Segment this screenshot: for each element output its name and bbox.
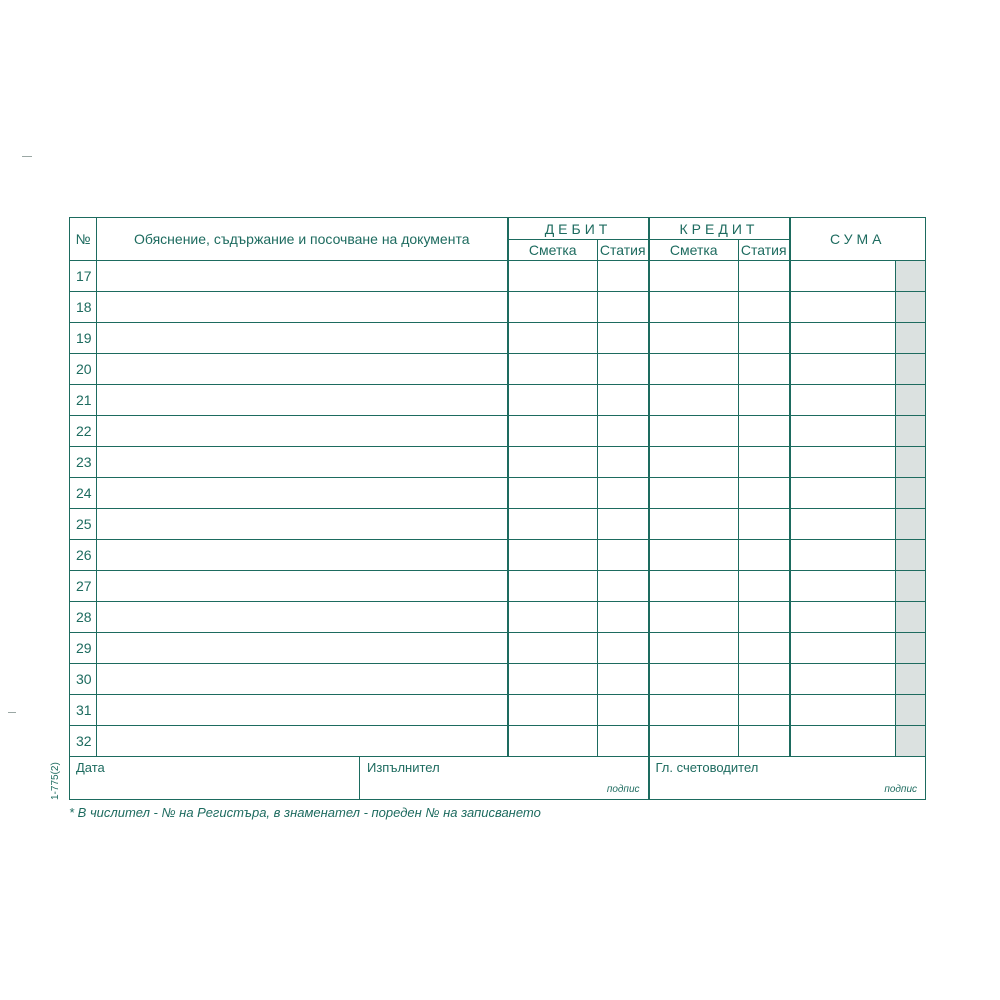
row-number: 21 (70, 385, 97, 416)
debit-account-cell[interactable] (508, 509, 598, 540)
row-number: 25 (70, 509, 97, 540)
chief-accountant-area[interactable] (649, 757, 926, 800)
chief-accountant-signature-label: подпис (884, 784, 917, 795)
sum-cents-cell[interactable] (896, 695, 926, 726)
debit-account-cell[interactable] (508, 416, 598, 447)
description-cell[interactable] (97, 385, 508, 416)
debit-account-cell[interactable] (508, 695, 598, 726)
debit-item-cell[interactable] (598, 261, 649, 292)
sum-cents-cell[interactable] (896, 385, 926, 416)
sum-cents-cell[interactable] (896, 261, 926, 292)
debit-account-cell[interactable] (508, 726, 598, 757)
row-number: 19 (70, 323, 97, 354)
credit-item-cell[interactable] (739, 416, 790, 447)
credit-account-cell[interactable] (649, 292, 739, 323)
no-header: № (70, 218, 97, 261)
sum-cell[interactable] (790, 540, 896, 571)
row-number: 27 (70, 571, 97, 602)
debit-account-cell[interactable] (508, 571, 598, 602)
description-cell[interactable] (97, 261, 508, 292)
debit-account-cell[interactable] (508, 664, 598, 695)
credit-item-cell[interactable] (739, 447, 790, 478)
date-area[interactable] (70, 757, 508, 800)
credit-item-cell[interactable] (739, 664, 790, 695)
table-row (70, 509, 926, 540)
row-number: 20 (70, 354, 97, 385)
credit-item-cell[interactable] (739, 695, 790, 726)
table-row (70, 323, 926, 354)
debit-item-cell[interactable] (598, 540, 649, 571)
sum-cents-cell[interactable] (896, 664, 926, 695)
table-row (70, 602, 926, 633)
credit-account-cell[interactable] (649, 261, 739, 292)
credit-account-cell[interactable] (649, 385, 739, 416)
credit-item-cell[interactable] (739, 354, 790, 385)
credit-account-cell[interactable] (649, 323, 739, 354)
sum-cell[interactable] (790, 509, 896, 540)
credit-account-cell[interactable] (649, 602, 739, 633)
row-number: 30 (70, 664, 97, 695)
credit-item-cell[interactable] (739, 540, 790, 571)
debit-item-cell[interactable] (598, 447, 649, 478)
description-cell[interactable] (97, 664, 508, 695)
credit-account-cell[interactable] (649, 447, 739, 478)
table-row (70, 354, 926, 385)
credit-account-cell[interactable] (649, 726, 739, 757)
debit-account-cell[interactable] (508, 261, 598, 292)
debit-account-cell[interactable] (508, 354, 598, 385)
form-code: 1-775(2) (50, 762, 61, 800)
credit-account-cell[interactable] (649, 664, 739, 695)
description-cell[interactable] (97, 478, 508, 509)
sum-cents-cell[interactable] (896, 416, 926, 447)
sum-cell[interactable] (790, 354, 896, 385)
description-cell[interactable] (97, 726, 508, 757)
credit-item-header: Статия (739, 240, 790, 261)
description-cell[interactable] (97, 571, 508, 602)
debit-account-cell[interactable] (508, 292, 598, 323)
crop-mark-bottom (8, 712, 16, 713)
chief-accountant-label: Гл. счетоводител (655, 760, 759, 775)
table-row (70, 478, 926, 509)
description-header: Обяснение, съдържание и посочване на документа (97, 218, 508, 261)
row-number: 17 (70, 261, 97, 292)
table-row (70, 261, 926, 292)
debit-item-cell[interactable] (598, 416, 649, 447)
sum-cell[interactable] (790, 323, 896, 354)
credit-account-cell[interactable] (649, 695, 739, 726)
credit-account-cell[interactable] (649, 571, 739, 602)
debit-item-cell[interactable] (598, 664, 649, 695)
sum-cell[interactable] (790, 292, 896, 323)
sum-cents-cell[interactable] (896, 478, 926, 509)
credit-item-cell[interactable] (739, 602, 790, 633)
table-row (70, 726, 926, 757)
debit-item-cell[interactable] (598, 385, 649, 416)
crop-mark-top (22, 156, 32, 157)
sum-cell[interactable] (790, 478, 896, 509)
executor-label: Изпълнител (367, 760, 440, 775)
sum-cell[interactable] (790, 261, 896, 292)
credit-item-cell[interactable] (739, 292, 790, 323)
description-cell[interactable] (97, 323, 508, 354)
description-cell[interactable] (97, 602, 508, 633)
sum-cents-cell[interactable] (896, 571, 926, 602)
executor-signature-area[interactable] (508, 757, 649, 800)
credit-account-cell[interactable] (649, 354, 739, 385)
table-row (70, 292, 926, 323)
description-cell[interactable] (97, 354, 508, 385)
row-number: 26 (70, 540, 97, 571)
debit-item-header: Статия (598, 240, 649, 261)
debit-account-header: Сметка (508, 240, 598, 261)
description-cell[interactable] (97, 292, 508, 323)
description-cell[interactable] (97, 633, 508, 664)
row-number: 28 (70, 602, 97, 633)
sum-cell[interactable] (790, 571, 896, 602)
credit-account-cell[interactable] (649, 509, 739, 540)
sum-cell[interactable] (790, 695, 896, 726)
row-number: 24 (70, 478, 97, 509)
credit-item-cell[interactable] (739, 571, 790, 602)
sum-cents-cell[interactable] (896, 602, 926, 633)
row-number: 22 (70, 416, 97, 447)
table-row (70, 540, 926, 571)
debit-item-cell[interactable] (598, 633, 649, 664)
credit-item-cell[interactable] (739, 633, 790, 664)
credit-item-cell[interactable] (739, 323, 790, 354)
row-number: 29 (70, 633, 97, 664)
table-row (70, 385, 926, 416)
sum-cents-cell[interactable] (896, 354, 926, 385)
credit-account-cell[interactable] (649, 416, 739, 447)
sum-cents-cell[interactable] (896, 540, 926, 571)
signature-row (70, 757, 926, 800)
sum-cents-cell[interactable] (896, 633, 926, 664)
credit-account-cell[interactable] (649, 540, 739, 571)
sum-cell[interactable] (790, 726, 896, 757)
debit-account-cell[interactable] (508, 540, 598, 571)
description-cell[interactable] (97, 509, 508, 540)
debit-item-cell[interactable] (598, 354, 649, 385)
credit-item-cell[interactable] (739, 261, 790, 292)
debit-item-cell[interactable] (598, 726, 649, 757)
sum-cell[interactable] (790, 447, 896, 478)
sum-cents-cell[interactable] (896, 323, 926, 354)
debit-item-cell[interactable] (598, 478, 649, 509)
table-row (70, 695, 926, 726)
debit-item-cell[interactable] (598, 323, 649, 354)
footnote: * В числител - № на Регистъра, в знаменател - пореден № на записването (69, 805, 541, 820)
credit-account-cell[interactable] (649, 478, 739, 509)
debit-item-cell[interactable] (598, 695, 649, 726)
debit-account-cell[interactable] (508, 447, 598, 478)
table-row (70, 664, 926, 695)
debit-item-cell[interactable] (598, 292, 649, 323)
debit-item-cell[interactable] (598, 602, 649, 633)
credit-item-cell[interactable] (739, 478, 790, 509)
sum-cents-cell[interactable] (896, 726, 926, 757)
credit-account-header: Сметка (649, 240, 739, 261)
debit-header: ДЕБИТ (508, 218, 649, 240)
sum-cents-cell[interactable] (896, 292, 926, 323)
debit-account-cell[interactable] (508, 633, 598, 664)
row-number: 23 (70, 447, 97, 478)
debit-account-cell[interactable] (508, 323, 598, 354)
table-row (70, 571, 926, 602)
sum-cents-cell[interactable] (896, 447, 926, 478)
debit-account-cell[interactable] (508, 385, 598, 416)
debit-account-cell[interactable] (508, 478, 598, 509)
sum-cell[interactable] (790, 633, 896, 664)
sum-cell[interactable] (790, 385, 896, 416)
row-number: 32 (70, 726, 97, 757)
table-row (70, 416, 926, 447)
sum-header: СУМА (790, 218, 926, 261)
credit-item-cell[interactable] (739, 509, 790, 540)
description-cell[interactable] (97, 695, 508, 726)
executor-signature-label: подпис (606, 784, 640, 795)
table-row (70, 633, 926, 664)
debit-item-cell[interactable] (598, 509, 649, 540)
credit-item-cell[interactable] (739, 726, 790, 757)
credit-account-cell[interactable] (649, 633, 739, 664)
description-cell[interactable] (97, 416, 508, 447)
table-row (70, 447, 926, 478)
sum-cell[interactable] (790, 602, 896, 633)
date-label: Дата (76, 760, 105, 775)
debit-item-cell[interactable] (598, 571, 649, 602)
debit-account-cell[interactable] (508, 602, 598, 633)
sum-cell[interactable] (790, 416, 896, 447)
description-cell[interactable] (97, 447, 508, 478)
credit-header: КРЕДИТ (649, 218, 790, 240)
row-number: 18 (70, 292, 97, 323)
credit-item-cell[interactable] (739, 385, 790, 416)
sum-cell[interactable] (790, 664, 896, 695)
description-cell[interactable] (97, 540, 508, 571)
entry-form-table (69, 217, 926, 800)
sum-cents-cell[interactable] (896, 509, 926, 540)
row-number: 31 (70, 695, 97, 726)
